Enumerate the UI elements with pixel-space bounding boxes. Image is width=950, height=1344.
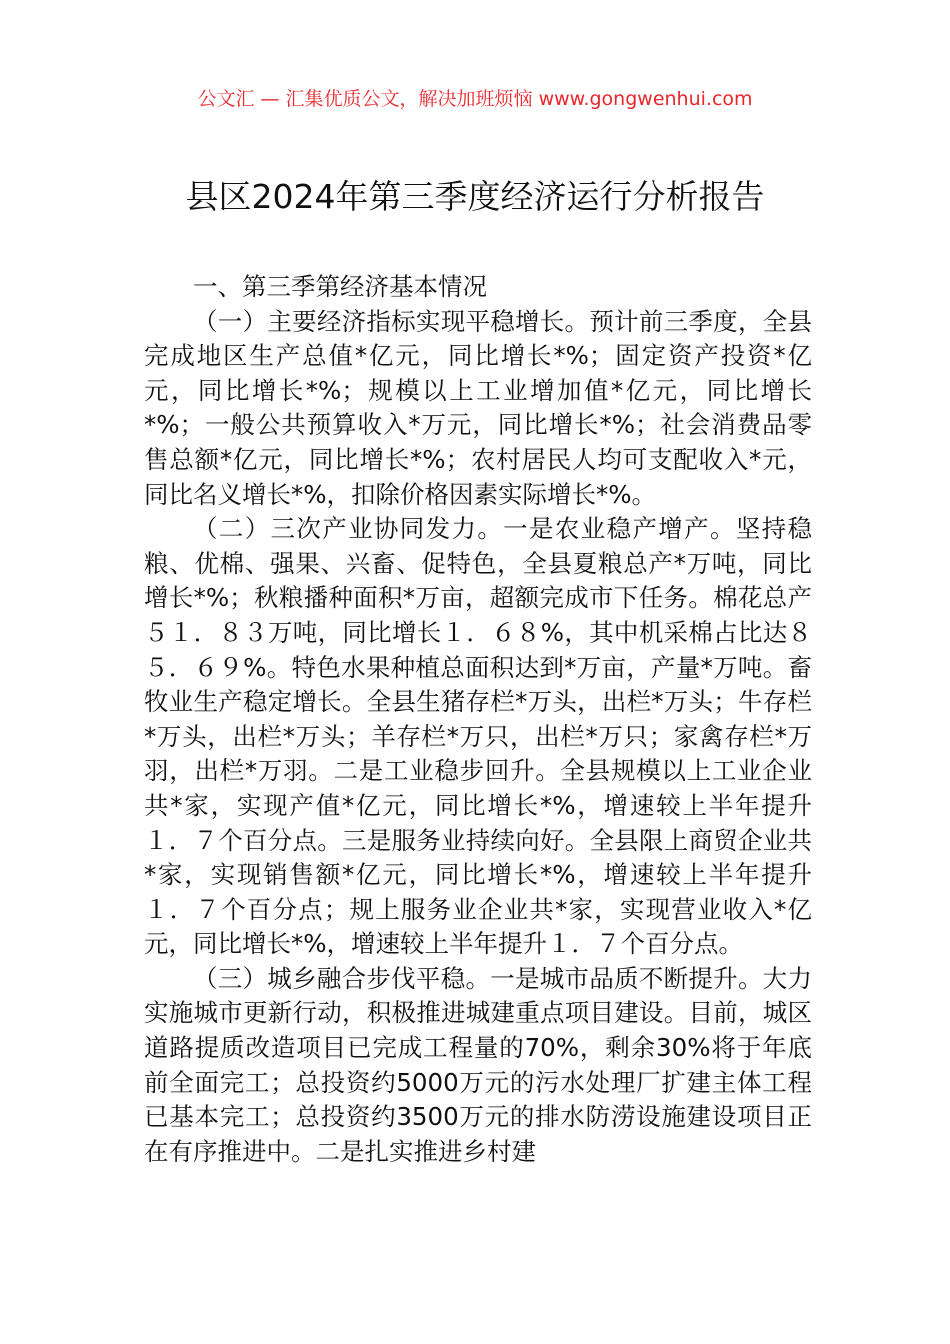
page-title: 县区2024年第三季度经济运行分析报告 xyxy=(185,177,765,216)
document-body xyxy=(144,270,812,1169)
paragraph-indicators: （一）主要经济指标实现平稳增长。预计前三季度，全县完成地区生产总值*亿元，同比增长*%；固定资产投资*亿元，同比增长*%；规模以上工业增加值*亿元，同比增长*%；一般公共预算收入*万元，同比增长*%；社会消费品零售总额*亿元，同比增长*%；农村居民人均可支配收入*元，同比名义增长*%，扣除价格因素实际增长*%。 xyxy=(144,306,812,509)
paragraph-urban-rural: （三）城乡融合步伐平稳。一是城市品质不断提升。大力实施城市更新行动，积极推进城建重点项目建设。目前，城区道路提质改造项目已完成工程量的70%，剩余30%将于年底前全面完工；总投资约5000万元的污水处理厂扩建主体工程已基本完工；总投资约3500万元的排水防涝设施建设项目正在有序推进中。二是扎实推进乡村建 xyxy=(144,963,812,1166)
paragraph-industries: （二）三次产业协同发力。一是农业稳产增产。坚持稳粮、优棉、强果、兴畜、促特色，全县夏粮总产*万吨，同比增长*%；秋粮播种面积*万亩，超额完成市下任务。棉花总产５１．８３万吨，同比增长１．６８%，其中机采棉占比达８５．６９%。特色水果种植总面积达到*万亩，产量*万吨。畜牧业生产稳定增长。全县生猪存栏*万头，出栏*万头；牛存栏*万头，出栏*万头；羊存栏*万只，出栏*万只；家禽存栏*万羽，出栏*万羽。二是工业稳步回升。全县规模以上工业企业共*家，实现产值*亿元，同比增长*%，增速较上半年提升１．７个百分点。三是服务业持续向好。全县限上商贸企业共*家，实现销售额*亿元，同比增长*%，增速较上半年提升１．７个百分点；规上服务业企业共*家，实现营业收入*亿元，同比增长*%，增速较上半年提升１．７个百分点。 xyxy=(144,514,812,959)
section-heading: 一、第三季第经济基本情况 xyxy=(193,272,487,301)
site-banner: 公文汇 — 汇集优质公文，解决加班烦恼 www.gongwenhui.com xyxy=(197,88,753,110)
